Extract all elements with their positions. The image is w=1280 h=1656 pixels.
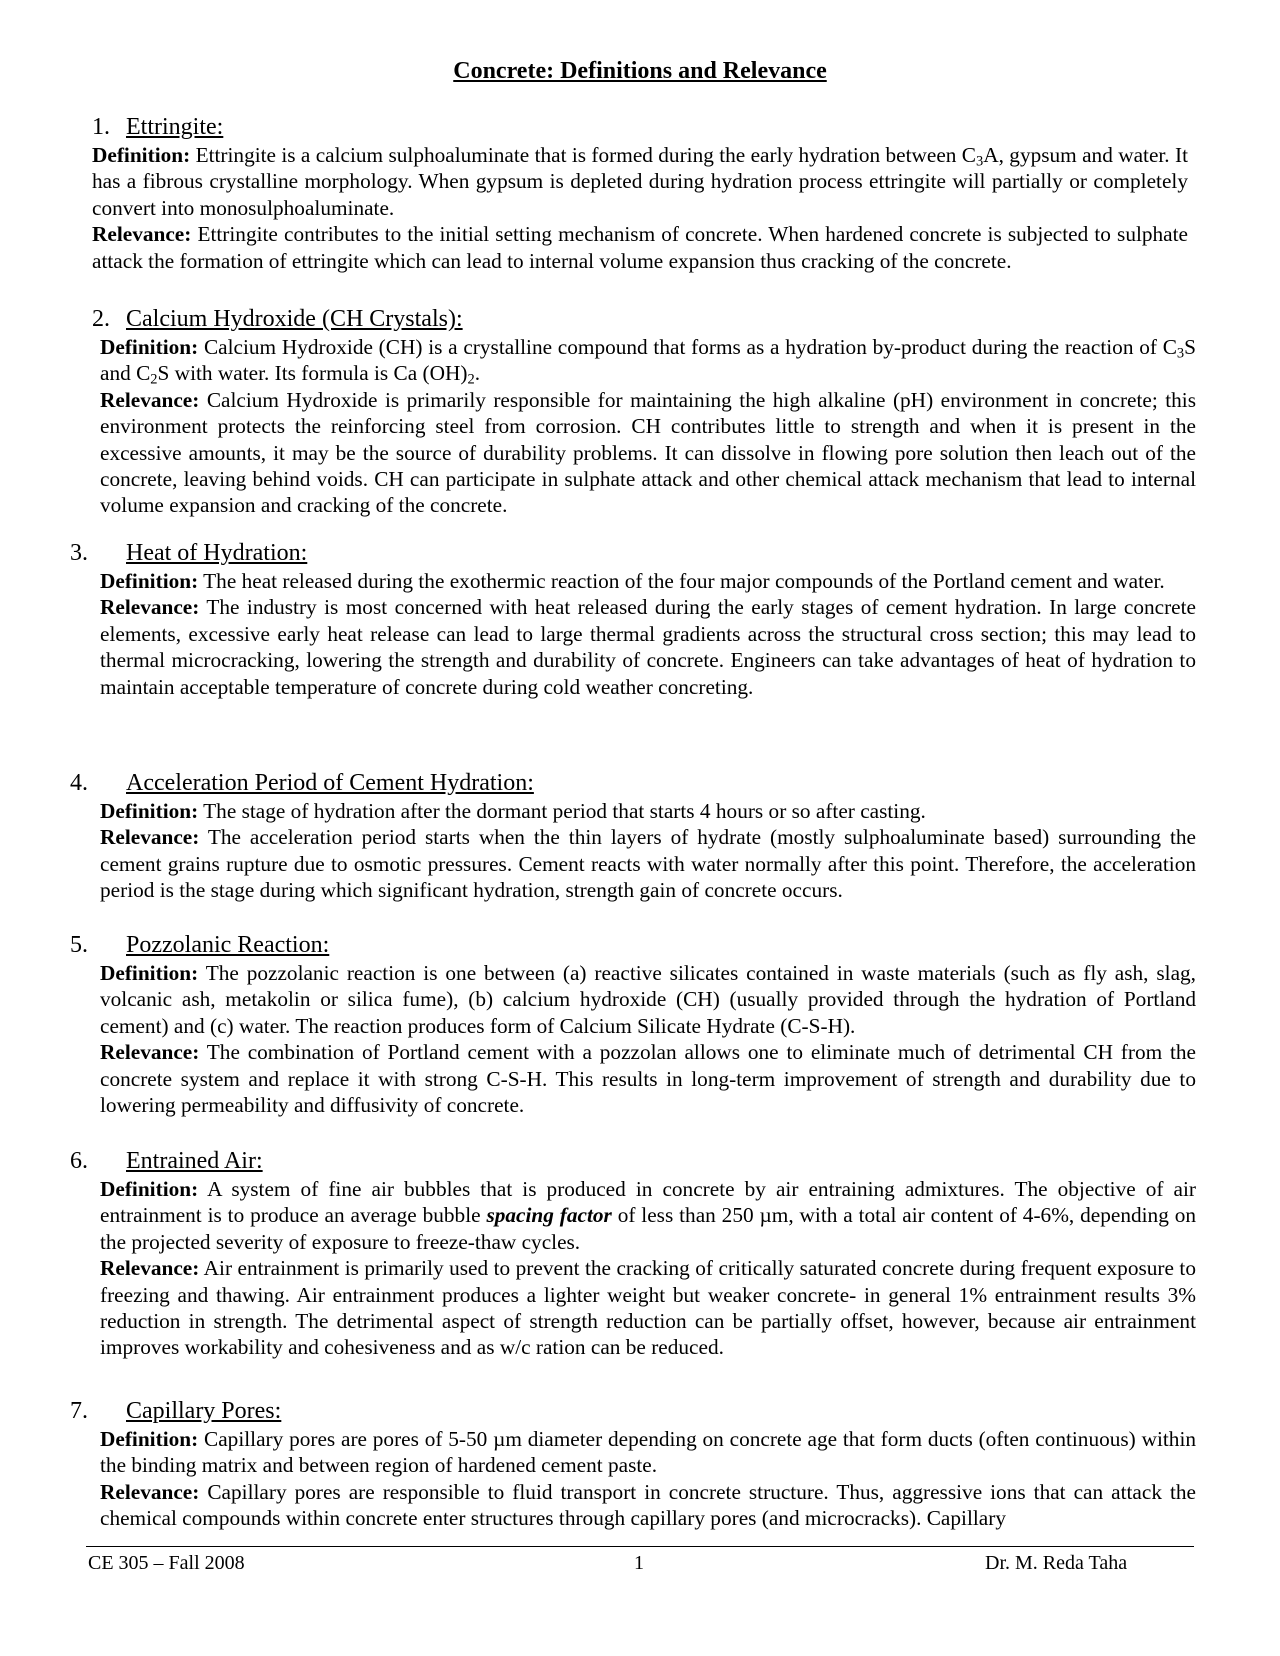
relevance-label: Relevance: (100, 1479, 200, 1504)
page-number: 1 (634, 1552, 644, 1574)
definition-label: Definition: (100, 1177, 199, 1201)
relevance-text: The acceleration period starts when the thin layers of hydrate (mostly sulphoaluminate based) surrounding the cement grains rupture due to osmotic pressures. Cement reacts with water normally after this point. Therefore, the acceleration period is the stage during which significant hydration, strength gain of concrete occurs. (100, 825, 1196, 903)
definition-label: Definition: (100, 1427, 199, 1451)
relevance-paragraph (100, 594, 1196, 700)
section-capillary-pores (70, 1396, 1196, 1532)
relevance-paragraph (92, 221, 1188, 274)
definition-text: The heat released during the exothermic reaction of the four major compounds of the Portland cement and water. (203, 569, 1165, 593)
definition-text: Calcium Hydroxide (CH) is a crystalline compound that forms as a hydration by-product during the reaction of C (203, 335, 1177, 359)
footer-rule (86, 1546, 1194, 1547)
section-ettringite (92, 112, 1188, 274)
relevance-text: Capillary pores are responsible to fluid transport in concrete structure. Thus, aggressive ions that can attack the chemical compounds within concrete enter structures through capillary pores (and microcracks). Capillary (100, 1479, 1196, 1531)
section-number: 7. (70, 1398, 88, 1424)
definition-label: Definition: (92, 143, 191, 167)
relevance-label: Relevance: (100, 595, 200, 620)
subscript: 2 (467, 372, 475, 389)
definition-paragraph (100, 960, 1196, 1039)
section-heading (70, 930, 1196, 960)
definition-label: Definition: (100, 569, 199, 593)
relevance-label: Relevance: (100, 825, 200, 850)
subscript: 3 (1176, 345, 1185, 362)
relevance-paragraph (100, 1479, 1196, 1532)
relevance-paragraph (100, 1255, 1196, 1361)
relevance-paragraph (100, 387, 1196, 519)
page-title: Concrete: Definitions and Relevance (453, 58, 827, 84)
definition-paragraph (100, 568, 1196, 594)
subscript: 2 (150, 372, 158, 389)
section-number: 4. (70, 770, 88, 796)
section-heading (70, 1146, 1196, 1176)
section-title: Heat of Hydration: (126, 540, 308, 566)
section-title: Acceleration Period of Cement Hydration: (126, 770, 534, 796)
definition-label: Definition: (100, 335, 199, 359)
definition-text: A, gypsum and water. It has a fibrous crystalline morphology. When gypsum is depleted during hydration process ettringite will partially or completely convert into monosulphoaluminate. (92, 143, 1188, 220)
relevance-text: Calcium Hydroxide is primarily responsible for maintaining the high alkaline (pH) environment in concrete; this environment protects the reinforcing steel from corrosion. CH contributes little to strength and when it is present in the excessive amounts, it may be the source of durability problems. It can dissolve in flowing pore solution then leach out of the concrete, leaving behind voids. CH can participate in sulphate attack and other chemical attack mechanism that lead to internal volume expansion and cracking of the concrete. (100, 387, 1196, 518)
definition-text: S with water. Its formula is Ca (OH) (157, 361, 468, 386)
definition-paragraph (100, 798, 1196, 824)
section-title: Ettringite: (126, 114, 224, 140)
relevance-label: Relevance: (92, 222, 192, 247)
section-heat-of-hydration (70, 538, 1196, 700)
definition-paragraph (100, 1176, 1196, 1255)
section-heading (70, 1396, 1196, 1426)
section-heading (92, 304, 1196, 334)
section-heading (70, 768, 1196, 798)
definition-paragraph (100, 1426, 1196, 1479)
definition-label: Definition: (100, 799, 199, 823)
section-number: 6. (70, 1148, 88, 1174)
section-title: Pozzolanic Reaction: (126, 932, 330, 958)
section-number: 2. (92, 306, 110, 332)
definition-label: Definition: (100, 961, 199, 985)
definition-text: The pozzolanic reaction is one between (a) reactive silicates contained in waste materials (such as fly ash, slag, volcanic ash, metakolin or silica fume), (b) calcium hydroxide (CH) (usually provided through the hydration of Portland cement) and (c) water. The reaction produces form of Calcium Silicate Hydrate (C-S-H). (100, 961, 1197, 1038)
section-title: Calcium Hydroxide (CH Crystals): (126, 306, 463, 332)
definition-text: The stage of hydration after the dormant period that starts 4 hours or so after casting. (203, 799, 926, 823)
definition-text: Ettringite is a calcium sulphoaluminate that is formed during the early hydration between C (195, 143, 976, 167)
definition-paragraph (92, 142, 1188, 221)
definition-text: of less than 250 µm, with a total air content of 4-6%, depending on the projected severity of exposure to freeze-thaw cycles. (100, 1203, 1197, 1254)
definition-paragraph (100, 334, 1196, 387)
section-entrained-air (70, 1146, 1196, 1361)
relevance-text: Ettringite contributes to the initial setting mechanism of concrete. When hardened concrete is subjected to sulphate attack the formation of ettringite which can lead to internal volume expansion thus cracking of the concrete. (92, 222, 1189, 273)
definition-text: Capillary pores are pores of 5-50 µm diameter depending on concrete age that form ducts (often continuous) within the binding matrix and between region of hardened cement paste. (100, 1427, 1197, 1478)
relevance-text: The combination of Portland cement with a pozzolan allows one to eliminate much of detrimental CH from the concrete system and replace it with strong C-S-H. This results in long-term improvement of strength and durability due to lowering permeability and diffusivity of concrete. (100, 1040, 1196, 1118)
section-number: 1. (92, 114, 110, 140)
relevance-label: Relevance: (100, 387, 200, 412)
relevance-paragraph (100, 824, 1196, 903)
section-calcium-hydroxide (92, 304, 1196, 519)
section-heading (92, 112, 1188, 142)
relevance-text: The industry is most concerned with heat released during the early stages of cement hydration. In large concrete elements, excessive early heat release can lead to large thermal gradients across the structural cross section; this may lead to thermal microcracking, lowering the strength and durability of concrete. Engineers can take advantages of heat of hydration to maintain acceptable temperature of concrete during cold weather concreting. (100, 595, 1196, 699)
subscript: 3 (976, 153, 984, 170)
definition-text: . (474, 361, 481, 386)
relevance-label: Relevance: (100, 1256, 200, 1281)
section-title: Entrained Air: (126, 1148, 263, 1174)
section-number: 5. (70, 932, 88, 958)
definition-text: A system of fine air bubbles that is produced in concrete by air entraining admixtures. The objective of air entrainment is to produce an average bubble (100, 1177, 1196, 1228)
definition-text: S and C (100, 335, 1196, 386)
relevance-paragraph (100, 1039, 1196, 1118)
keyword-spacing-factor: spacing factor (486, 1203, 612, 1228)
section-acceleration-period (70, 768, 1196, 904)
section-pozzolanic-reaction (70, 930, 1196, 1118)
footer-course: CE 305 – Fall 2008 (88, 1552, 245, 1574)
relevance-label: Relevance: (100, 1040, 200, 1065)
footer-author: Dr. M. Reda Taha (985, 1552, 1128, 1574)
relevance-text: Air entrainment is primarily used to prevent the cracking of critically saturated concrete during frequent exposure to freezing and thawing. Air entrainment produces a lighter weight but weaker concrete- in general 1% entrainment results 3% reduction in strength. The detrimental aspect of strength reduction can be partially offset, however, because air entrainment improves workability and cohesiveness and as w/c ration can be reduced. (100, 1256, 1196, 1360)
section-number: 3. (70, 540, 88, 566)
section-title: Capillary Pores: (126, 1398, 282, 1424)
section-heading (70, 538, 1196, 568)
